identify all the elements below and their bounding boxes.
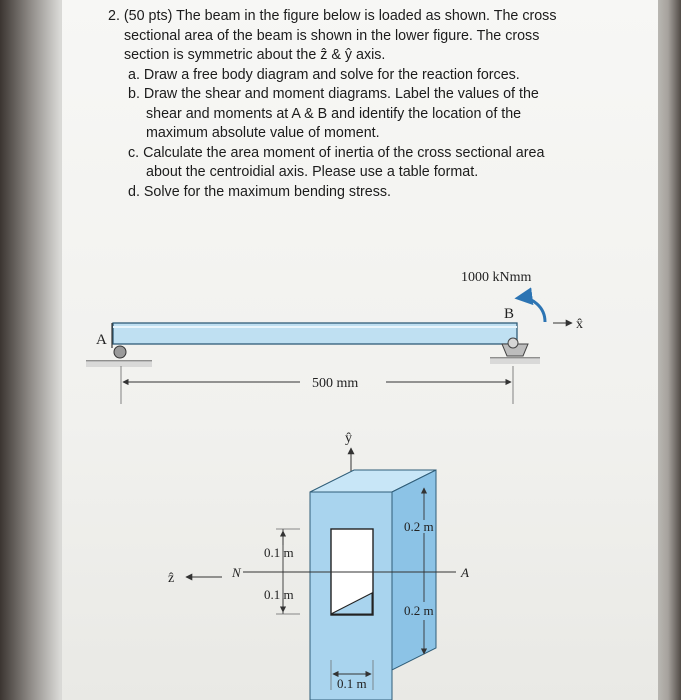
problem-lead-line-3: section is symmetric about the ẑ & ŷ axis.	[124, 47, 386, 63]
part-a: a. Draw a free body diagram and solve for the reaction forces.	[128, 66, 520, 83]
part-d: d. Solve for the maximum bending stress.	[128, 183, 392, 200]
z-axis-label: ẑ	[168, 571, 175, 586]
dim-bottom: 0.1 m	[337, 676, 367, 691]
problem-lead-line-2: sectional area of the beam is shown in the lower figure. The cross	[124, 27, 540, 44]
part-c: c. Calculate the area moment of inertia of the cross sectional area	[128, 144, 545, 161]
cross-section-diagram	[168, 431, 469, 700]
x-axis-label: x̂	[576, 317, 583, 332]
dim-bottom-left: 0.1 m	[264, 587, 294, 602]
beam-diagram	[86, 270, 583, 404]
dim-bottom-right: 0.2 m	[404, 603, 434, 618]
y-axis-label: ŷ	[345, 431, 352, 446]
moment-label: 1000 kNmm	[461, 270, 532, 285]
moment-arrow	[518, 298, 545, 322]
label-a: A	[96, 332, 107, 348]
length-label: 500 mm	[312, 376, 359, 391]
neutral-a: A	[461, 565, 469, 580]
part-b-line-2: shear and moments at A & B and identify the location of the	[146, 105, 522, 122]
label-b: B	[504, 306, 515, 322]
part-b-line-3: maximum absolute value of moment.	[146, 125, 380, 141]
neutral-n: N	[232, 565, 241, 580]
dim-top-left: 0.1 m	[264, 545, 294, 560]
dim-top-right: 0.2 m	[404, 519, 434, 534]
part-b: b. Draw the shear and moment diagrams. Label the values of the	[128, 86, 539, 102]
problem-lead: 2. (50 pts) The beam in the figure below is loaded as shown. The cross	[108, 8, 557, 24]
part-c-line-2: about the centroidial axis. Please use a table format.	[146, 164, 479, 180]
